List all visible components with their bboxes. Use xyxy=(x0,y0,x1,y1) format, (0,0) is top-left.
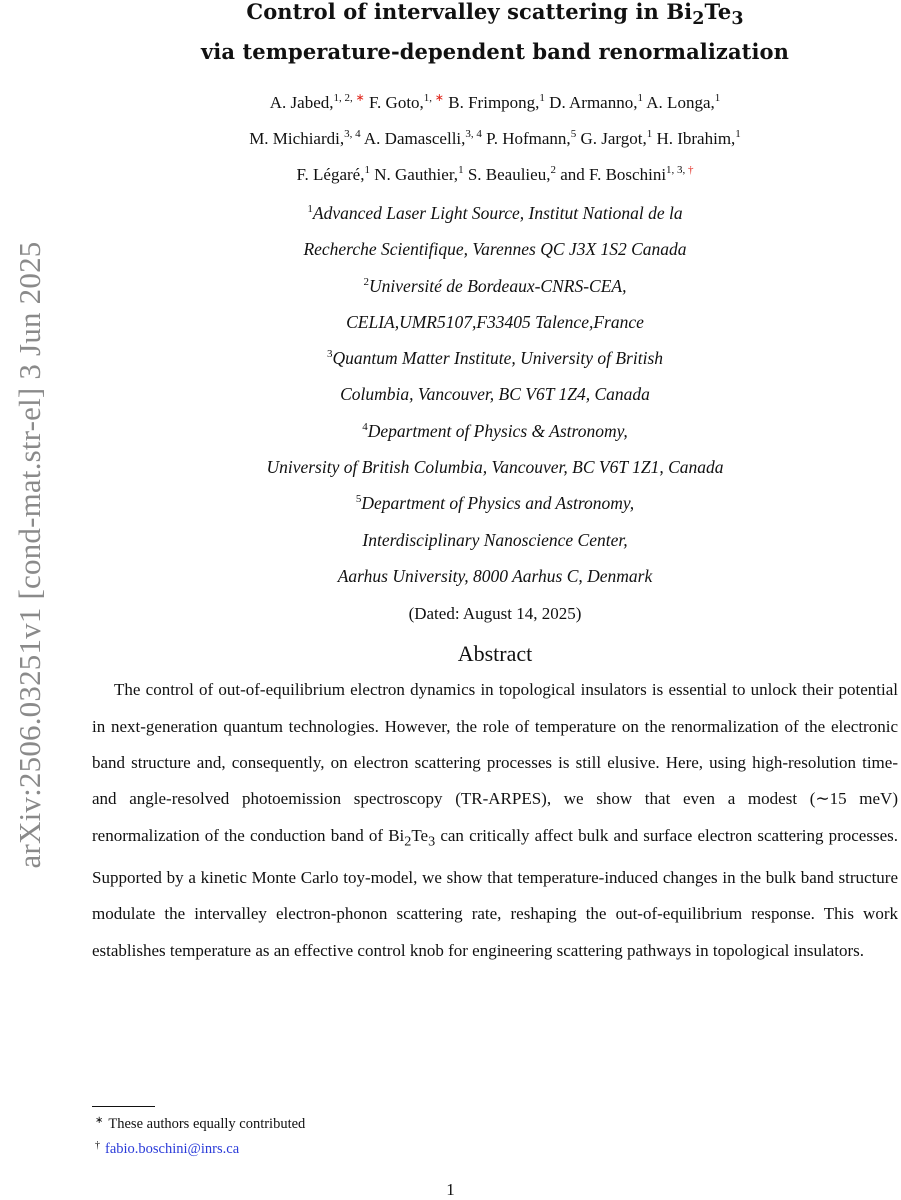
author-line-1: A. Jabed,$^{1, 2,}$ ∗ F. Goto,$^{1,}$ ∗ B. Frimpong,$^1$ D. Armanno,$^1$ A. Longa,$^1$ xyxy=(269,92,721,112)
affiliation-2-cont: CELIA,UMR5107,F33405 Talence,France xyxy=(346,311,644,332)
affiliation-3-cont: Columbia, Vancouver, BC V6T 1Z4, Canada xyxy=(340,384,650,405)
corresponding-author-mark: † xyxy=(688,164,694,176)
affiliation-1: $^1$Advanced Laser Light Source, Institut National de la xyxy=(307,203,683,223)
affiliation-4-cont: University of British Columbia, Vancouver, BC V6T 1Z1, Canada xyxy=(266,457,724,478)
email-link[interactable]: fabio.boschini@inrs.ca xyxy=(105,1141,240,1157)
affiliation-5: $^5$Department of Physics and Astronomy, xyxy=(355,493,635,514)
affiliation-5-cont-2: Aarhus University, 8000 Aarhus C, Denmark xyxy=(337,565,653,586)
author-line-3: F. Légaré,$^1$ N. Gauthier,$^1$ S. Beaulieu,$^2$ and F. Boschini$^{1, 3,}$ † xyxy=(296,164,694,184)
title-line-2: via temperature-dependent band renormalization xyxy=(200,39,790,64)
page-number: 1 xyxy=(446,1180,455,1199)
paper-title xyxy=(92,0,898,72)
abstract-heading: Abstract xyxy=(457,641,533,667)
affiliation-list xyxy=(92,195,898,594)
subscript: 2 xyxy=(692,9,705,30)
author-list xyxy=(92,85,898,193)
footnote-rule xyxy=(92,1106,155,1107)
affiliation-4: $^4$Department of Physics & Astronomy, xyxy=(362,420,628,441)
footnotes xyxy=(95,1112,305,1162)
subscript: 3 xyxy=(428,833,436,850)
abstract-paragraph: The control of out-of-equilibrium electron dynamics in topological insulators is essential to unlock their potential in next-generation quantum technologies. However, the role of temperature on the renormalization of the electronic band structure and, consequently, on electron scattering processes is still elusive. Here, using high-resolution time- and angle-resolved photoemission spectroscopy (TR-ARPES), we show that even a modest (∼15 meV) renormalization of the conduction band of $Bi_2Te_3$ can critically affect bulk and surface electron scattering processes. Supported by a kinetic Monte Carlo toy-model, we show that temperature-induced changes in the bulk band structure modulate the intervalley electron-phonon scattering rate, reshaping the out-of-equilibrium response. This work establishes temperature as an effective control knob for engineering scattering pathways in topological insulators. xyxy=(92,680,898,960)
equal-contribution-mark: ∗ xyxy=(355,92,365,104)
footnote-corresponding-email: † fabio.boschini@inrs.ca xyxy=(95,1140,240,1157)
footnote-equal-contribution: ∗ These authors equally contributed xyxy=(95,1115,306,1132)
title-line-1: Control of intervalley scattering in $Bi_2Te_3$ xyxy=(246,0,744,30)
date-line: (Dated: August 14, 2025) xyxy=(408,604,582,624)
subscript: 3 xyxy=(731,9,744,30)
affiliation-5-cont: Interdisciplinary Nanoscience Center, xyxy=(362,529,628,550)
arxiv-identifier-stamp: arXiv:2506.03251v1 [cond-mat.str-el] 3 Jun 2025 xyxy=(12,241,47,869)
equal-contribution-mark: ∗ xyxy=(434,92,445,104)
subscript: 2 xyxy=(404,833,412,850)
abstract-text xyxy=(92,672,898,969)
author-line-2: M. Michiardi,$^{3, 4}$ A. Damascelli,$^{3, 4}$ P. Hofmann,$^5$ G. Jargot,$^1$ H. Ibrahim,$^1$ xyxy=(249,128,741,148)
affiliation-1-cont: Recherche Scientifique, Varennes QC J3X 1S2 Canada xyxy=(303,239,687,260)
affiliation-2: $^2$Université de Bordeaux-CNRS-CEA, xyxy=(363,275,627,296)
paper-first-page xyxy=(92,0,898,969)
affiliation-3: $^3$Quantum Matter Institute, University of British xyxy=(326,348,664,369)
